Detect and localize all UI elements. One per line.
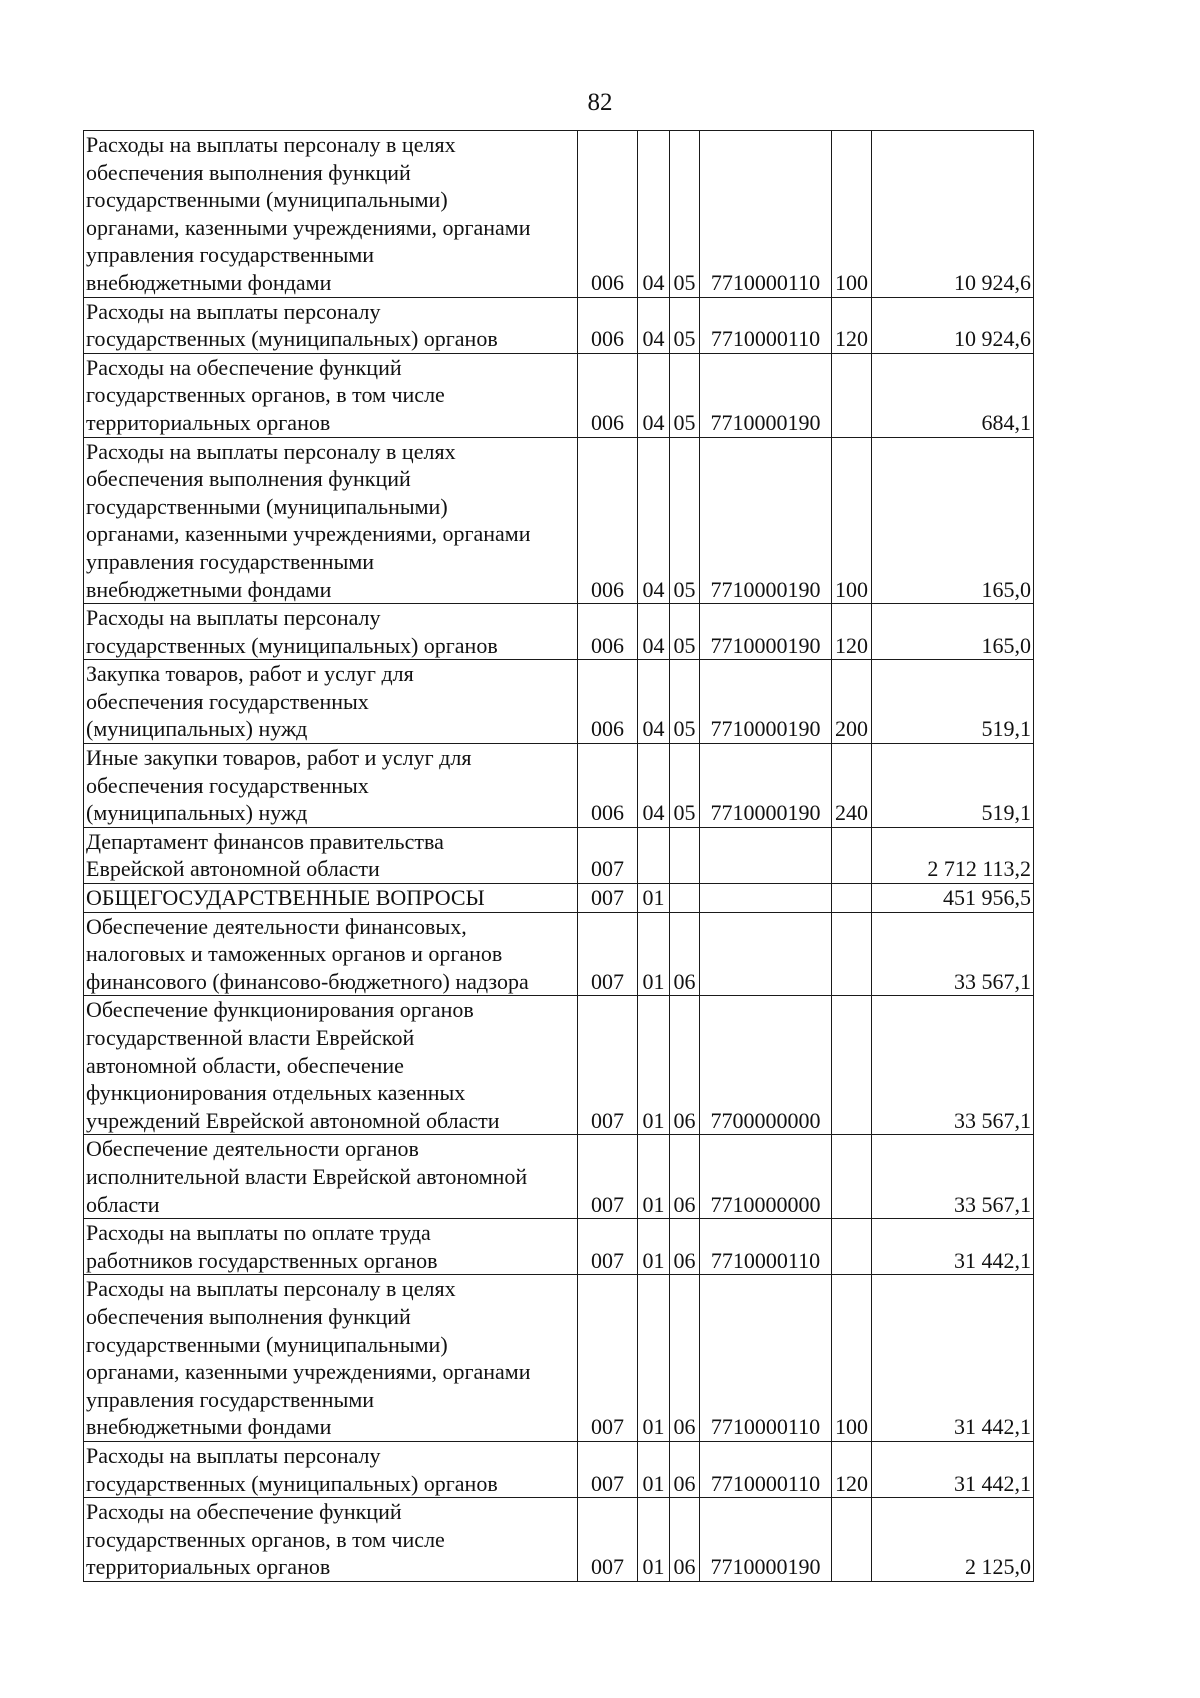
target-article-code-cell: 7710000110 <box>700 131 832 298</box>
expense-type-code-cell: 100 <box>832 437 872 604</box>
expense-name-cell: Расходы на выплаты персоналу в целях обеспечения выполнения функций государственными (муниципальными) органами, казенными учреждениями, органами управления государственными внебюджетными фондами <box>84 1275 578 1442</box>
subsection-code-cell: 06 <box>670 1441 700 1497</box>
expense-name-cell: Обеспечение деятельности финансовых, налоговых и таможенных органов и органов финансового (финансово-бюджетного) надзора <box>84 912 578 996</box>
table-row <box>84 912 1034 996</box>
ministry-code-cell: 007 <box>578 912 638 996</box>
expense-name-cell: Расходы на выплаты персоналу в целях обеспечения выполнения функций государственными (муниципальными) органами, казенными учреждениями, органами управления государственными внебюджетными фондами <box>84 131 578 298</box>
expense-name-cell: Закупка товаров, работ и услуг для обеспечения государственных (муниципальных) нужд <box>84 660 578 744</box>
section-code-cell: 01 <box>638 912 670 996</box>
subsection-code-cell: 06 <box>670 996 700 1135</box>
amount-cell: 451 956,5 <box>872 884 1034 913</box>
ministry-code-cell: 007 <box>578 996 638 1135</box>
amount-cell: 519,1 <box>872 660 1034 744</box>
section-code-cell: 01 <box>638 996 670 1135</box>
ministry-code-cell: 007 <box>578 1275 638 1442</box>
section-code-cell: 04 <box>638 604 670 660</box>
target-article-code-cell: 7710000000 <box>700 1135 832 1219</box>
subsection-code-cell: 05 <box>670 297 700 353</box>
ministry-code-cell: 007 <box>578 827 638 883</box>
ministry-code-cell: 006 <box>578 660 638 744</box>
amount-cell: 684,1 <box>872 353 1034 437</box>
table-row <box>84 996 1034 1135</box>
target-article-code-cell <box>700 912 832 996</box>
table-row <box>84 884 1034 913</box>
section-code-cell: 01 <box>638 884 670 913</box>
table-row <box>84 827 1034 883</box>
subsection-code-cell: 05 <box>670 131 700 298</box>
ministry-code-cell: 007 <box>578 1441 638 1497</box>
amount-cell: 2 712 113,2 <box>872 827 1034 883</box>
table-row <box>84 1498 1034 1582</box>
amount-cell: 33 567,1 <box>872 1135 1034 1219</box>
target-article-code-cell: 7710000110 <box>700 297 832 353</box>
table-row <box>84 437 1034 604</box>
section-code-cell: 04 <box>638 131 670 298</box>
subsection-code-cell: 06 <box>670 1135 700 1219</box>
expense-type-code-cell <box>832 1219 872 1275</box>
table-row <box>84 660 1034 744</box>
amount-cell: 33 567,1 <box>872 996 1034 1135</box>
table-row <box>84 604 1034 660</box>
subsection-code-cell: 06 <box>670 1275 700 1442</box>
expense-name-cell: Расходы на выплаты персоналу в целях обеспечения выполнения функций государственными (муниципальными) органами, казенными учреждениями, органами управления государственными внебюджетными фондами <box>84 437 578 604</box>
target-article-code-cell: 7710000110 <box>700 1275 832 1442</box>
amount-cell: 519,1 <box>872 744 1034 828</box>
table-row <box>84 1275 1034 1442</box>
ministry-code-cell: 006 <box>578 437 638 604</box>
expense-type-code-cell: 240 <box>832 744 872 828</box>
amount-cell: 10 924,6 <box>872 131 1034 298</box>
table-row <box>84 1219 1034 1275</box>
expense-type-code-cell <box>832 884 872 913</box>
subsection-code-cell: 05 <box>670 353 700 437</box>
ministry-code-cell: 006 <box>578 131 638 298</box>
budget-table <box>83 130 1034 1582</box>
expense-name-cell: Обеспечение функционирования органов государственной власти Еврейской автономной области, обеспечение функционирования отдельных казенных учреждений Еврейской автономной области <box>84 996 578 1135</box>
subsection-code-cell <box>670 884 700 913</box>
section-code-cell: 01 <box>638 1135 670 1219</box>
amount-cell: 31 442,1 <box>872 1219 1034 1275</box>
amount-cell: 165,0 <box>872 604 1034 660</box>
target-article-code-cell: 7710000190 <box>700 604 832 660</box>
section-code-cell: 04 <box>638 353 670 437</box>
table-body <box>84 131 1034 1582</box>
section-code-cell: 01 <box>638 1275 670 1442</box>
amount-cell: 10 924,6 <box>872 297 1034 353</box>
subsection-code-cell: 05 <box>670 604 700 660</box>
section-code-cell: 01 <box>638 1219 670 1275</box>
expense-name-cell: Расходы на обеспечение функций государственных органов, в том числе территориальных органов <box>84 1498 578 1582</box>
ministry-code-cell: 007 <box>578 884 638 913</box>
subsection-code-cell: 05 <box>670 437 700 604</box>
section-code-cell: 01 <box>638 1498 670 1582</box>
target-article-code-cell: 7710000190 <box>700 353 832 437</box>
expense-type-code-cell: 120 <box>832 297 872 353</box>
table-row <box>84 1441 1034 1497</box>
target-article-code-cell <box>700 884 832 913</box>
amount-cell: 2 125,0 <box>872 1498 1034 1582</box>
expense-type-code-cell: 120 <box>832 1441 872 1497</box>
target-article-code-cell: 7710000190 <box>700 660 832 744</box>
expense-type-code-cell: 120 <box>832 604 872 660</box>
target-article-code-cell: 7710000190 <box>700 744 832 828</box>
target-article-code-cell: 7710000110 <box>700 1441 832 1497</box>
section-code-cell: 04 <box>638 437 670 604</box>
target-article-code-cell: 7710000190 <box>700 437 832 604</box>
page-number: 82 <box>587 89 613 116</box>
section-code-cell <box>638 827 670 883</box>
target-article-code-cell: 7700000000 <box>700 996 832 1135</box>
target-article-code-cell: 7710000110 <box>700 1219 832 1275</box>
expense-type-code-cell <box>832 353 872 437</box>
subsection-code-cell: 06 <box>670 912 700 996</box>
amount-cell: 31 442,1 <box>872 1441 1034 1497</box>
ministry-code-cell: 006 <box>578 297 638 353</box>
table-row <box>84 353 1034 437</box>
subsection-code-cell <box>670 827 700 883</box>
expense-type-code-cell: 100 <box>832 131 872 298</box>
amount-cell: 31 442,1 <box>872 1275 1034 1442</box>
expense-type-code-cell <box>832 1135 872 1219</box>
expense-name-cell: Департамент финансов правительства Еврейской автономной области <box>84 827 578 883</box>
table-row <box>84 297 1034 353</box>
ministry-code-cell: 007 <box>578 1498 638 1582</box>
expense-type-code-cell <box>832 827 872 883</box>
target-article-code-cell <box>700 827 832 883</box>
expense-name-cell: Расходы на выплаты по оплате труда работников государственных органов <box>84 1219 578 1275</box>
expense-type-code-cell: 200 <box>832 660 872 744</box>
expense-type-code-cell <box>832 1498 872 1582</box>
table-row <box>84 744 1034 828</box>
ministry-code-cell: 006 <box>578 353 638 437</box>
expense-type-code-cell <box>832 996 872 1135</box>
table-row <box>84 131 1034 298</box>
amount-cell: 165,0 <box>872 437 1034 604</box>
table-row <box>84 1135 1034 1219</box>
subsection-code-cell: 05 <box>670 744 700 828</box>
expense-type-code-cell <box>832 912 872 996</box>
subsection-code-cell: 06 <box>670 1498 700 1582</box>
expense-name-cell: Расходы на выплаты персоналу государственных (муниципальных) органов <box>84 1441 578 1497</box>
ministry-code-cell: 007 <box>578 1135 638 1219</box>
expense-name-cell: ОБЩЕГОСУДАРСТВЕННЫЕ ВОПРОСЫ <box>84 884 578 913</box>
expense-name-cell: Расходы на выплаты персоналу государственных (муниципальных) органов <box>84 297 578 353</box>
target-article-code-cell: 7710000190 <box>700 1498 832 1582</box>
expense-name-cell: Иные закупки товаров, работ и услуг для обеспечения государственных (муниципальных) нужд <box>84 744 578 828</box>
subsection-code-cell: 05 <box>670 660 700 744</box>
section-code-cell: 01 <box>638 1441 670 1497</box>
expense-name-cell: Расходы на обеспечение функций государственных органов, в том числе территориальных органов <box>84 353 578 437</box>
ministry-code-cell: 007 <box>578 1219 638 1275</box>
subsection-code-cell: 06 <box>670 1219 700 1275</box>
amount-cell: 33 567,1 <box>872 912 1034 996</box>
ministry-code-cell: 006 <box>578 604 638 660</box>
ministry-code-cell: 006 <box>578 744 638 828</box>
expense-name-cell: Обеспечение деятельности органов исполнительной власти Еврейской автономной области <box>84 1135 578 1219</box>
expense-type-code-cell: 100 <box>832 1275 872 1442</box>
section-code-cell: 04 <box>638 744 670 828</box>
section-code-cell: 04 <box>638 660 670 744</box>
expense-name-cell: Расходы на выплаты персоналу государственных (муниципальных) органов <box>84 604 578 660</box>
section-code-cell: 04 <box>638 297 670 353</box>
